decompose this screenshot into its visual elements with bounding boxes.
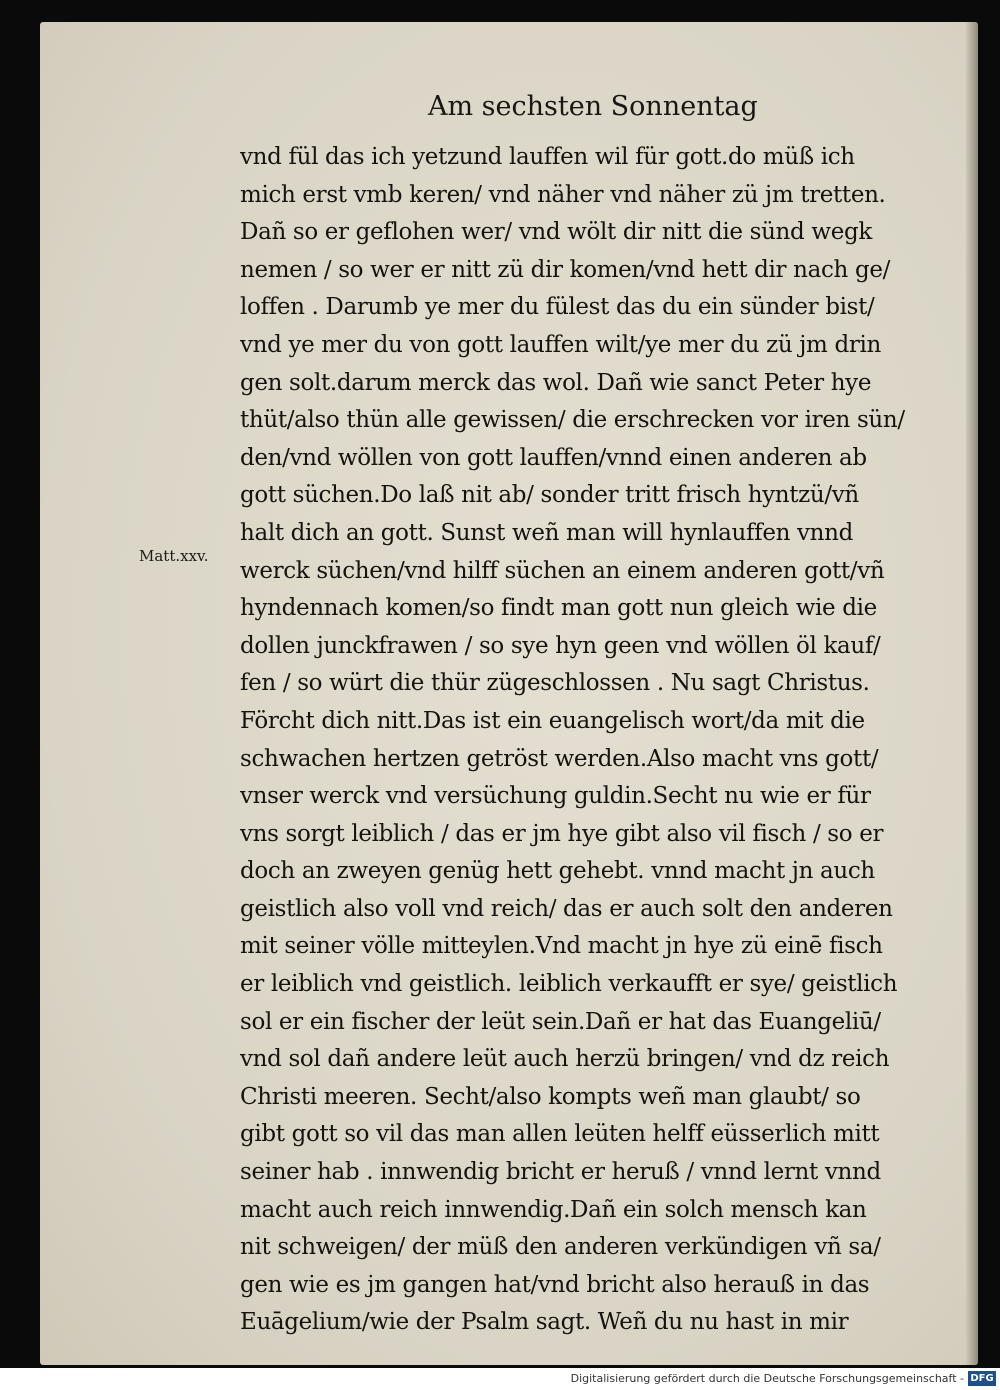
text-line: gen solt.darum merck das wol. Dañ wie sanct Peter hye [240,369,872,396]
text-line: gibt gott so vil das man allen leüten helff eüsserlich mitt [240,1121,880,1148]
text-line: vnd fül das ich yetzund lauffen wil für gott.do müß ich [240,144,855,170]
text-line: hyndennach komen/so findt man gott nun gleich wie die [240,595,877,622]
text-line: werck süchen/vnd hilff süchen an einem anderen gott/vñ [240,557,885,584]
text-line: Euāgelium/wie der Psalm sagt. Weñ du nu hast in mir [240,1309,849,1336]
text-line: nit schweigen/ der müß den anderen verkündigen vñ sa/ [240,1234,881,1261]
footer-bar [0,1368,1000,1390]
running-head: Am sechsten Sonnentag [428,91,758,122]
text-line: vnser werck vnd versüchung guldin.Secht nu wie er für [240,783,871,810]
text-line: sol er ein fischer der leüt sein.Dañ er hat das Euangeliū/ [240,1008,881,1035]
text-line: halt dich an gott. Sunst weñ man will hynlauffen vnnd [240,519,853,546]
book-page [40,22,978,1365]
text-line: den/vnd wöllen von gott lauffen/vnnd einen anderen ab [240,444,867,471]
text-line: dollen junckfrawen / so sye hyn geen vnd wöllen öl kauf/ [240,632,881,659]
text-line: schwachen hertzen getröst werden.Also macht vns gott/ [240,745,879,772]
text-line: fen / so würt die thür zügeschlossen . Nu sagt Christus. [240,670,870,697]
text-line: Dañ so er geflohen wer/ vnd wölt dir nitt die sünd wegk [240,219,872,246]
text-line: mit seiner völle mitteylen.Vnd macht jn hye zü einē fisch [240,933,883,960]
text-line: Christi meeren. Secht/also kompts weñ man glaubt/ so [240,1083,861,1110]
dfg-logo: DFG [968,1371,996,1386]
marginal-note: Matt.xxv. [139,547,209,565]
text-line: doch an zweyen genüg hett gehebt. vnnd macht jn auch [240,858,875,885]
text-block [240,139,960,1342]
text-line: vns sorgt leiblich / das er jm hye gibt also vil fisch / so er [240,820,884,847]
text-line: macht auch reich innwendig.Dañ ein solch mensch kan [240,1196,867,1223]
footer-credit: Digitalisierung gefördert durch die Deutsche Forschungsgemeinschaft - [570,1372,964,1385]
page-edge-shadow [966,22,978,1365]
text-line: gott süchen.Do laß nit ab/ sonder tritt frisch hyntzü/vñ [240,482,859,509]
text-line: vnd ye mer du von gott lauffen wilt/ye mer du zü jm drin [240,331,881,358]
text-line: seiner hab . innwendig bricht er heruß / vnnd lernt vnnd [240,1159,881,1186]
text-line: er leiblich vnd geistlich. leiblich verkaufft er sye/ geistlich [240,971,898,998]
text-line: loffen . Darumb ye mer du fülest das du ein sünder bist/ [240,294,875,321]
text-line: thüt/also thün alle gewissen/ die erschrecken vor iren sün/ [240,407,905,434]
text-line: mich erst vmb keren/ vnd näher vnd näher zü jm tretten. [240,181,886,208]
text-line: gen wie es jm gangen hat/vnd bricht also herauß in das [240,1271,870,1298]
text-line: Förcht dich nitt.Das ist ein euangelisch wort/da mit die [240,707,865,734]
text-line: nemen / so wer er nitt zü dir komen/vnd hett dir nach ge/ [240,256,890,283]
text-line: vnd sol dañ andere leüt auch herzü bringen/ vnd dz reich [240,1046,890,1073]
text-line: geistlich also voll vnd reich/ das er auch solt den anderen [240,895,893,922]
